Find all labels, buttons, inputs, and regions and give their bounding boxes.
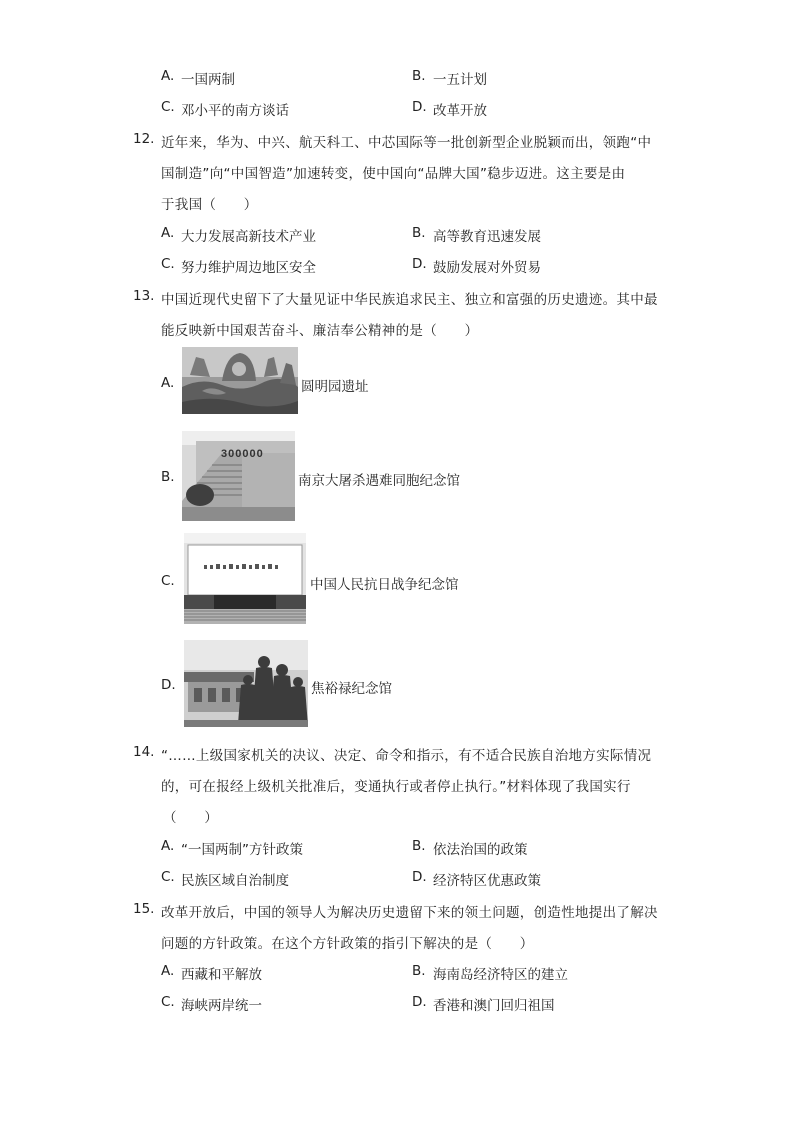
q15-number: 15.	[133, 901, 155, 917]
q14-number: 14.	[133, 744, 155, 760]
q12-number: 12.	[133, 131, 155, 147]
q14-option-c-text: 民族区域自治制度	[181, 873, 289, 889]
q14-stem-line-1: “……上级国家机关的决议、决定、命令和指示，有不适合民族自治地方实际情况	[161, 748, 652, 764]
memorial-wall-photo	[182, 431, 295, 521]
q14-option-d-letter: D.	[412, 869, 427, 885]
q13-option-d-letter: D.	[161, 677, 176, 693]
q15-option-c-text: 海峡两岸统一	[181, 998, 262, 1014]
q13-option-b-letter: B.	[161, 469, 175, 485]
q11-option-b-text: 一五计划	[433, 72, 487, 88]
ruins-photo	[182, 347, 298, 414]
q12-option-d-text: 鼓励发展对外贸易	[433, 260, 541, 276]
q12-option-b-text: 高等教育迅速发展	[433, 229, 541, 245]
q14-option-b-letter: B.	[412, 838, 426, 854]
q13-stem-line-2: 能反映新中国艰苦奋斗、廉洁奉公精神的是（ ）	[161, 323, 479, 339]
q12-option-a-text: 大力发展高新技术产业	[181, 229, 316, 245]
q12-option-c-letter: C.	[161, 256, 175, 272]
q15-option-a-text: 西藏和平解放	[181, 967, 262, 983]
memorial-wall-number: 300000	[221, 448, 264, 460]
q13-option-a-letter: A.	[161, 375, 175, 391]
q15-stem-line-1: 改革开放后，中国的领导人为解决历史遗留下来的领土问题，创造性地提出了解决	[161, 905, 658, 921]
q13-option-b-text: 南京大屠杀遇难同胞纪念馆	[298, 473, 460, 489]
q15-option-a-letter: A.	[161, 963, 175, 979]
q13-stem-line-1: 中国近现代史留下了大量见证中华民族追求民主、独立和富强的历史遗迹。其中最	[161, 292, 658, 308]
q14-option-c-letter: C.	[161, 869, 175, 885]
q15-option-c-letter: C.	[161, 994, 175, 1010]
q14-option-b-text: 依法治国的政策	[433, 842, 528, 858]
q15-option-b-text: 海南岛经济特区的建立	[433, 967, 568, 983]
q12-stem-line-1: 近年来，华为、中兴、航天科工、中芯国际等一批创新型企业脱颖而出，领跑“中	[161, 135, 652, 151]
q11-option-c-letter: C.	[161, 99, 175, 115]
q12-option-a-letter: A.	[161, 225, 175, 241]
q13-option-a-text: 圆明园遗址	[301, 379, 369, 395]
q12-option-b-letter: B.	[412, 225, 426, 241]
q14-stem-line-3: （ ）	[163, 810, 219, 826]
q11-option-b-letter: B.	[412, 68, 426, 84]
q12-option-c-text: 努力维护周边地区安全	[181, 260, 316, 276]
q13-option-c-letter: C.	[161, 573, 175, 589]
q14-stem-line-2: 的，可在报经上级机关批准后，变通执行或者停止执行。”材料体现了我国实行	[161, 779, 631, 795]
q14-option-a-text: “一国两制”方针政策	[181, 842, 303, 858]
q11-option-d-text: 改革开放	[433, 103, 487, 119]
q14-option-a-letter: A.	[161, 838, 175, 854]
museum-building-photo	[184, 533, 306, 624]
q14-option-d-text: 经济特区优惠政策	[433, 873, 541, 889]
q15-stem-line-2: 问题的方针政策。在这个方针政策的指引下解决的是（ ）	[161, 936, 534, 952]
q11-option-a-text: 一国两制	[181, 72, 235, 88]
q11-option-d-letter: D.	[412, 99, 427, 115]
statue-photo	[184, 640, 308, 727]
q13-option-d-text: 焦裕禄纪念馆	[311, 681, 392, 697]
q11-option-c-text: 邓小平的南方谈话	[181, 103, 289, 119]
q13-number: 13.	[133, 288, 155, 304]
q12-stem-line-3: 于我国（ ）	[161, 197, 258, 213]
q15-option-d-text: 香港和澳门回归祖国	[433, 998, 555, 1014]
q13-option-c-text: 中国人民抗日战争纪念馆	[310, 577, 459, 593]
q15-option-d-letter: D.	[412, 994, 427, 1010]
q12-option-d-letter: D.	[412, 256, 427, 272]
q12-stem-line-2: 国制造”向“中国智造”加速转变，使中国向“品牌大国”稳步迈进。这主要是由	[161, 166, 626, 182]
q15-option-b-letter: B.	[412, 963, 426, 979]
q11-option-a-letter: A.	[161, 68, 175, 84]
